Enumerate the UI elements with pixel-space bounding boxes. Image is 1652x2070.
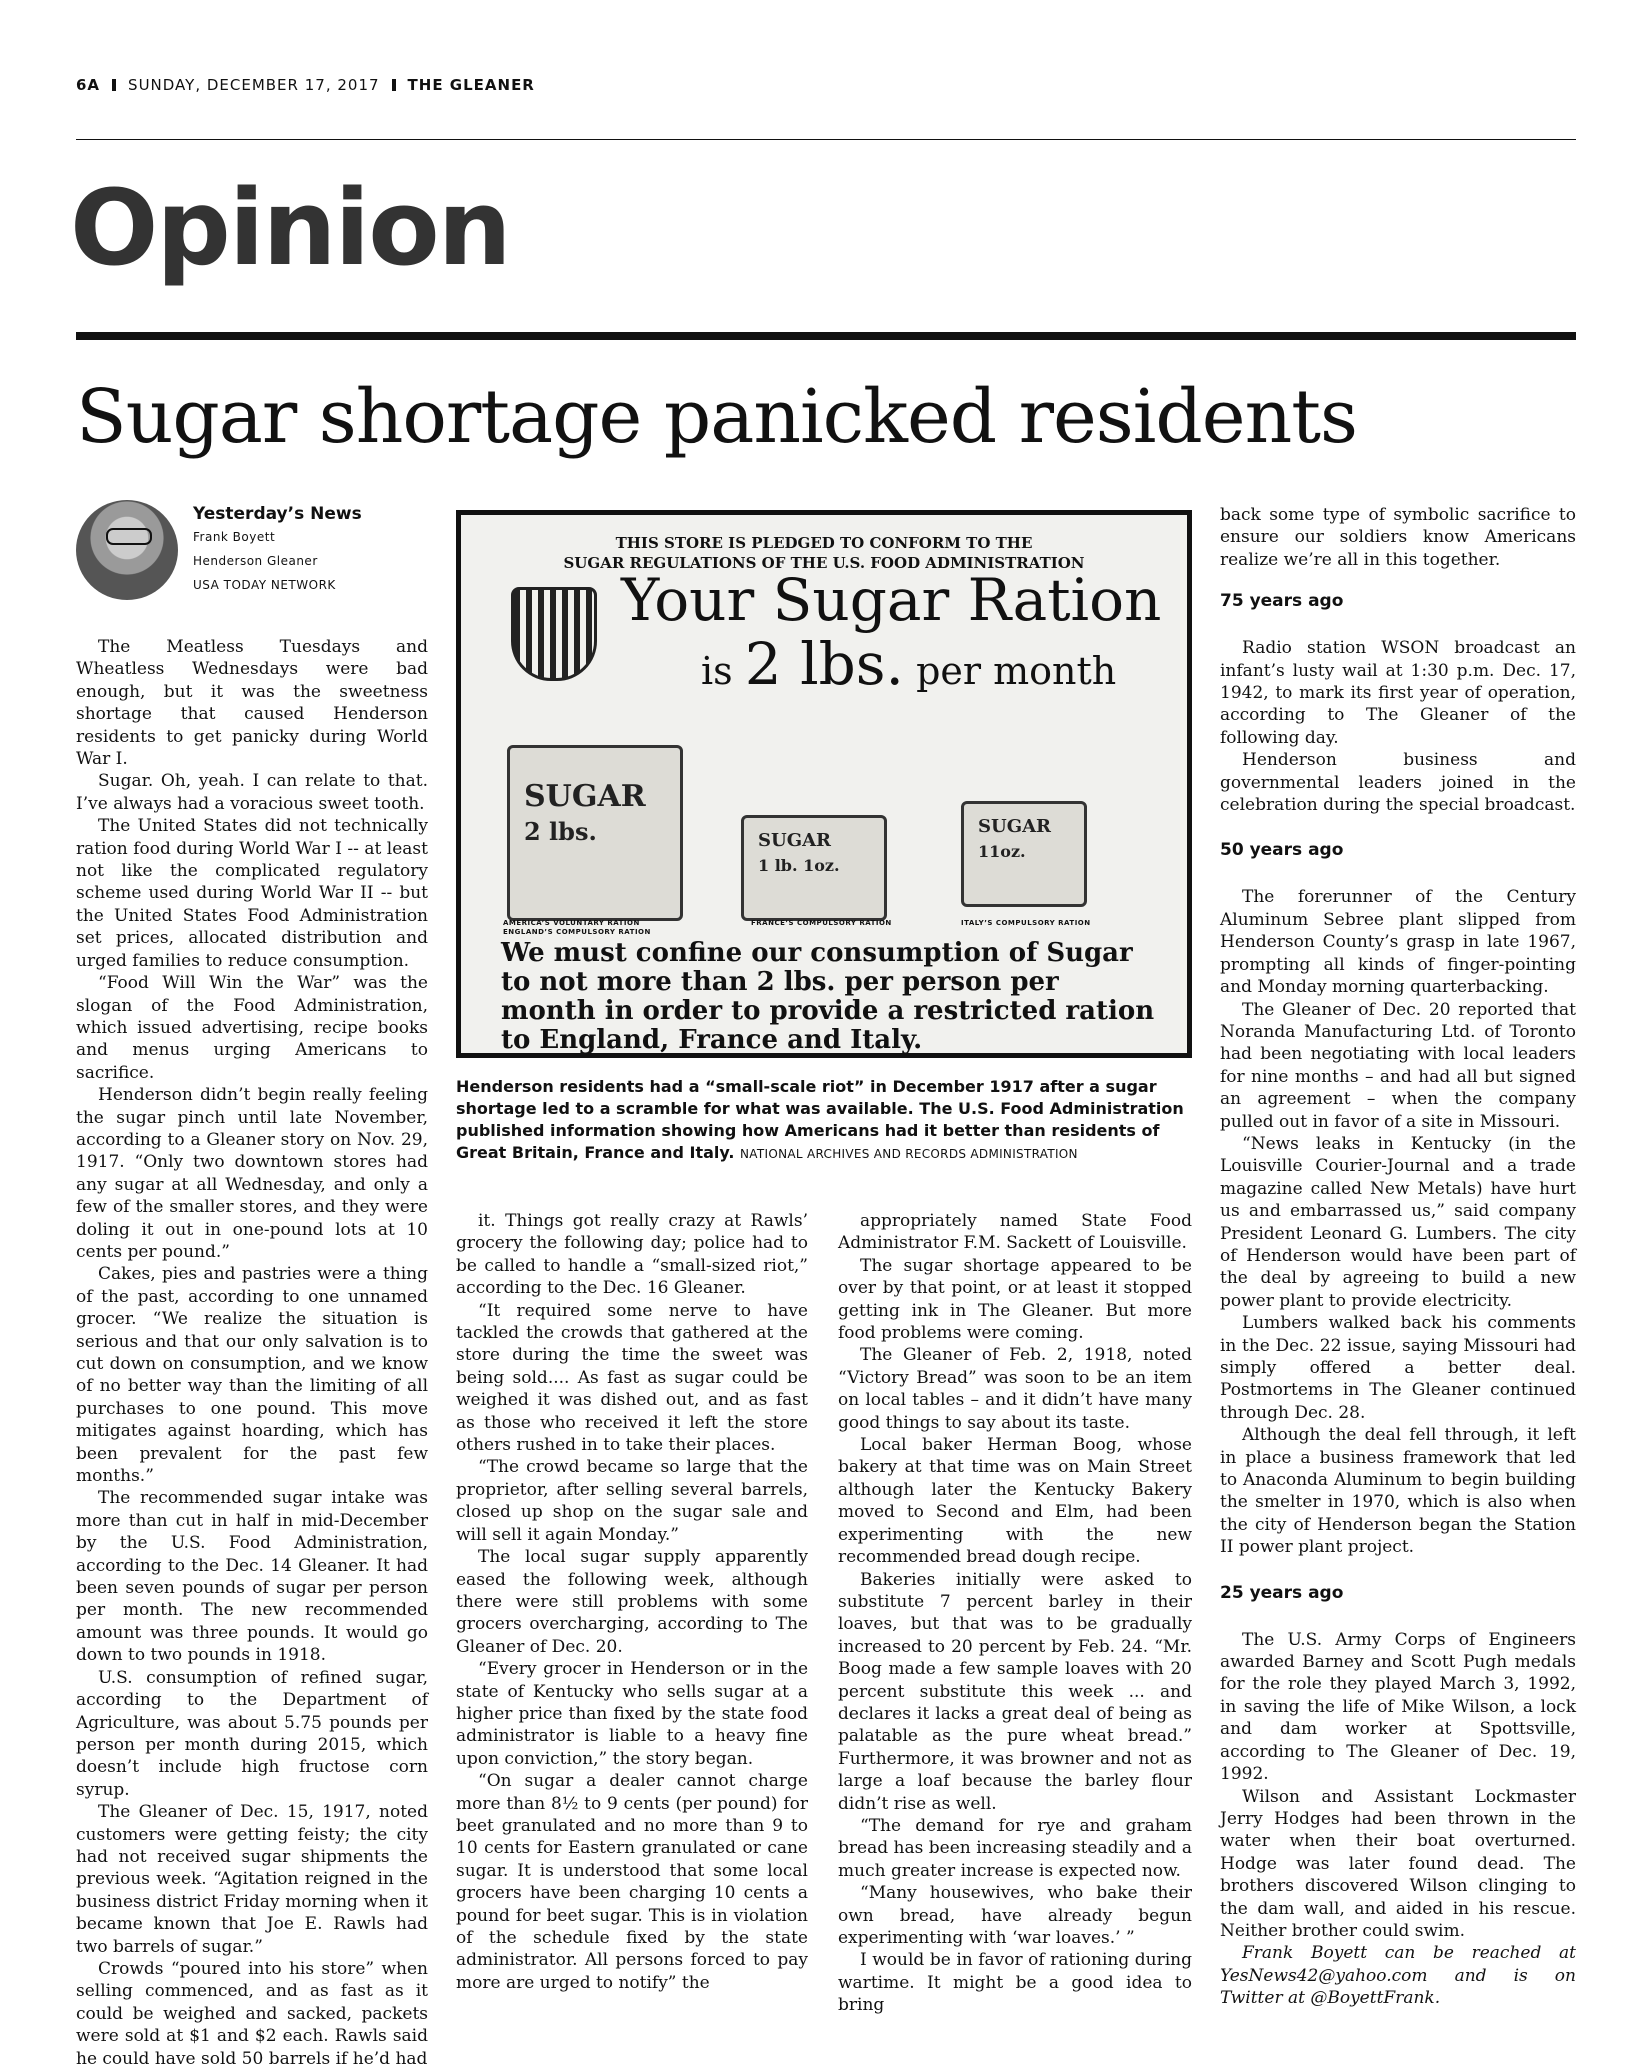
sugar-bag-france xyxy=(741,815,887,921)
author-org: Henderson Gleaner xyxy=(193,554,318,568)
article-paragraph: “News leaks in Kentucky (in the Louisville Courier-Journal and a trade magazine called New Metals) have hurt us and embarrassed us,” said company President Leonard G. Lumbers. The city of Henderson would have been part of the deal by agreeing to build a new power plant to provide electricity. xyxy=(1220,1133,1576,1311)
article-paragraph: U.S. consumption of refined sugar, according to the Department of Agriculture, was about 5.75 pounds per person per month during 2015, which doesn’t include high fructose corn syrup. xyxy=(76,1667,428,1800)
article-paragraph: The Gleaner of Feb. 2, 1918, noted “Victory Bread” was soon to be an item on local tables – and it didn’t have many good things to say about its taste. xyxy=(838,1345,1192,1433)
article-paragraph: it. Things got really crazy at Rawls’ grocery the following day; police had to be called to handle a “small-sized riot,” according to the Dec. 16 Gleaner. xyxy=(456,1211,808,1299)
article-paragraph: The Meatless Tuesdays and Wheatless Wednesdays were bad enough, but it was the sweetness shortage that caused Henderson residents to get panicky during World War I. xyxy=(76,637,428,770)
article-paragraph: “Many housewives, who bake their own bread, have already begun experimenting with ‘war loaves.’ ” xyxy=(838,1883,1192,1948)
article-paragraph: Henderson didn’t begin really feeling the sugar pinch until late November, according to a Gleaner story on Nov. 29, 1917. “Only two downtown stores had any sugar at all Wednesday, and only a few of the smaller stores, and they were doling it out in one-pound lots at 10 cents per pound.” xyxy=(76,1085,428,1262)
bag-amount: 11oz. xyxy=(978,842,1026,861)
signoff: Frank Boyett can be reached at YesNews42@yahoo.com and is on Twitter at @BoyettFrank. xyxy=(1220,1943,1576,2009)
article-paragraph: The recommended sugar intake was more than cut in half in mid-December by the U.S. Food Administration, according to the Dec. 14 Gleaner. It had been seven pounds of sugar per person per month. The new recommended amount was three pounds. It would go down to two pounds in 1918. xyxy=(76,1488,428,1666)
pledge-line-2: SUGAR REGULATIONS OF THE U.S. FOOD ADMINISTRATION xyxy=(563,554,1085,572)
bag-amount: 1 lb. 1oz. xyxy=(758,856,840,875)
issue-date: SUNDAY, DECEMBER 17, 2017 xyxy=(128,76,380,94)
bag-label: SUGAR xyxy=(758,830,831,851)
article-paragraph: The local sugar supply apparently eased the following week, although there were still problems with some grocers overcharging, according to The Gleaner of Dec. 20. xyxy=(456,1547,808,1657)
article-paragraph: Sugar. Oh, yeah. I can relate to that. I’ve always had a voracious sweet tooth. xyxy=(76,771,428,814)
subhead-50: 50 years ago xyxy=(1220,840,1344,861)
bag-amount: 2 lbs. xyxy=(524,817,597,846)
article-column-4 xyxy=(1220,504,1576,2010)
poster-subtitle xyxy=(701,630,1117,698)
ration-caption-america: AMERICA’S VOLUNTARY RATION ENGLAND’S COMPULSORY RATION xyxy=(503,919,651,936)
article-paragraph: The Gleaner of Dec. 20 reported that Noranda Manufacturing Ltd. of Toronto had been negotiating with local leaders for nine months – and had all but signed an agreement – when the company pulled out in favor of a site in Missouri. xyxy=(1220,999,1576,1132)
article-paragraph: appropriately named State Food Administrator F.M. Sackett of Louisville. xyxy=(838,1211,1192,1254)
column4-intro: back some type of symbolic sacrifice to ensure our soldiers know Americans realize we’re all in this together. xyxy=(1220,505,1576,570)
article-paragraph: The U.S. Army Corps of Engineers awarded Barney and Scott Pugh medals for the role they played March 3, 1992, in saving the life of Mike Wilson, a lock and dam worker at Spottsville, according to The Gleaner of Dec. 19, 1992. xyxy=(1220,1629,1576,1785)
article-paragraph: The forerunner of the Century Aluminum Sebree plant slipped from Henderson County’s grasp in late 1967, prompting all kinds of finger-pointing and Monday morning quarterbacking. xyxy=(1220,887,1576,998)
top-rule xyxy=(76,139,1576,140)
poster-title: Your Sugar Ration xyxy=(621,566,1162,634)
article-paragraph: Cakes, pies and pastries were a thing of the past, according to one unnamed grocer. “We realize the situation is serious and that our only salvation is to cut down on consumption, and we know of no better way than the limiting of all purchases to one pound. This move mitigates against hoarding, which has been prevalent for the past few months.” xyxy=(76,1264,428,1487)
article-paragraph: “On sugar a dealer cannot charge more than 8½ to 9 cents (per pound) for beet granulated and no more than 9 to 10 cents for Eastern granulated or cane sugar. It is understood that some local grocers have been charging 10 cents a pound for beet sugar. This is in violation of the schedule fixed by the state administrator. All persons forced to pay more are urged to notify” the xyxy=(456,1771,808,1993)
article-paragraph: Bakeries initially were asked to substitute 7 percent barley in their loaves, but that was to be gradually increased to 20 percent by Feb. 24. “Mr. Boog made a few sample loaves with 20 percent substitute this week ... and declares it lacks a great deal of being as palatable as the pure wheat bread.” Furthermore, it was browner and not as large a loaf because the barley flour didn’t rise as well. xyxy=(838,1569,1192,1814)
article-paragraph: Crowds “poured into his store” when selling commenced, and as fast as it could be weighed and sacked, packets were sold at $1 and $2 each. Rawls said he could have sold 50 barrels if he’d had xyxy=(76,1958,428,2069)
section-title: Opinion xyxy=(70,167,510,289)
sugar-ration-poster xyxy=(456,510,1192,1058)
sugar-bag-america xyxy=(507,745,683,921)
sugar-bag-italy xyxy=(961,801,1087,907)
article-paragraph: “It required some nerve to have tackled the crowds that gathered at the store during the time the sweet was being sold.... As fast as sugar could be weighed it was dished out, and as fast as those who received it left the store others rushed in to take their places. xyxy=(456,1300,808,1456)
article-paragraph: “Every grocer in Henderson or in the state of Kentucky who sells sugar at a higher price than fixed by the state food administrator is liable to a heavy fine upon conviction,” the story began. xyxy=(456,1659,808,1769)
page-number: 6A xyxy=(76,76,101,94)
pledge-line-1: THIS STORE IS PLEDGED TO CONFORM TO THE xyxy=(615,534,1033,552)
section-75 xyxy=(1220,637,1576,816)
author-network: USA TODAY NETWORK xyxy=(193,578,336,592)
section-50 xyxy=(1220,886,1576,1558)
article-paragraph: The Gleaner of Dec. 15, 1917, noted customers were getting feisty; the city had not received sugar shipments the previous week. “Agitation reigned in the business district Friday morning when it became known that Joe E. Rawls had two barrels of sugar.” xyxy=(76,1802,428,1957)
photo-credit: NATIONAL ARCHIVES AND RECORDS ADMINISTRATION xyxy=(740,1147,1078,1161)
article-paragraph: The sugar shortage appeared to be over by that point, or at least it stopped getting ink in The Gleaner. But more food problems were coming. xyxy=(838,1255,1192,1344)
separator xyxy=(112,79,116,91)
ration-caption-italy: ITALY’S COMPULSORY RATION xyxy=(961,919,1091,927)
article-column-2 xyxy=(456,1210,808,1994)
photo-caption xyxy=(456,1076,1192,1165)
headline: Sugar shortage panicked residents xyxy=(76,374,1357,460)
article-column-1 xyxy=(76,636,428,2070)
article-paragraph: I would be in favor of rationing during wartime. It might be a good idea to bring xyxy=(838,1950,1192,2016)
poster-message: We must confine our consumption of Sugar to not more than 2 lbs. per person per month in order to provide a restricted ration to England, France and Italy. xyxy=(501,938,1155,1055)
caption-text: Henderson residents had a “small-scale riot” in December 1917 after a sugar shortage led to a scramble for what was available. The U.S. Food Administration published information showing how Americans had it better than residents of Great Britain, France and Italy. xyxy=(456,1077,1184,1162)
article-paragraph: “Food Will Win the War” was the slogan of the Food Administration, which issued advertising, recipe books and menus urging Americans to sacrifice. xyxy=(76,973,428,1083)
article-paragraph: Lumbers walked back his comments in the Dec. 22 issue, saying Missouri had simply offered a better deal. Postmortems in The Gleaner continued through Dec. 28. xyxy=(1220,1313,1576,1423)
shield-icon xyxy=(511,587,597,681)
ration-caption-france: FRANCE’S COMPULSORY RATION xyxy=(751,919,892,927)
author-name: Frank Boyett xyxy=(193,530,276,544)
column-name: Yesterday’s News xyxy=(193,504,362,524)
paper-name: THE GLEANER xyxy=(407,76,535,94)
poster-sub-amount: 2 lbs. xyxy=(744,630,904,698)
bag-label: SUGAR xyxy=(978,816,1051,837)
article-paragraph: Henderson business and governmental leaders joined in the celebration during the special broadcast. xyxy=(1220,750,1576,816)
bag-label: SUGAR xyxy=(524,779,646,814)
folio xyxy=(76,76,535,94)
section-25 xyxy=(1220,1629,1576,1943)
article-paragraph: “The crowd became so large that the proprietor, after selling several barrels, closed up shop on the sugar sale and will sell it again Monday.” xyxy=(456,1457,808,1545)
article-paragraph: Radio station WSON broadcast an infant’s lusty wail at 1:30 p.m. Dec. 17, 1942, to mark its first year of operation, according to The Gleaner of the following day. xyxy=(1220,638,1576,748)
article-paragraph: Local baker Herman Boog, whose bakery at that time was on Main Street although later the Kentucky Bakery moved to Second and Elm, had been experimenting with the new recommended bread dough recipe. xyxy=(838,1435,1192,1568)
poster-sub-is: is xyxy=(701,649,733,693)
section-rule xyxy=(76,332,1576,340)
subhead-25: 25 years ago xyxy=(1220,1582,1344,1603)
article-column-3 xyxy=(838,1210,1192,2017)
separator xyxy=(392,79,396,91)
article-paragraph: Wilson and Assistant Lockmaster Jerry Hodges had been thrown in the water when their boat overturned. Hodge was later found dead. The brothers discovered Wilson clinging to the dam wall, and aided in his rescue. Neither brother could swim. xyxy=(1220,1786,1576,1941)
subhead-75: 75 years ago xyxy=(1220,591,1344,612)
article-paragraph: The United States did not technically ration food during World War I -- at least not like the complicated regulatory scheme used during World War II -- but the United States Food Administration set prices, allocated distribution and urged families to reduce consumption. xyxy=(76,816,428,971)
article-paragraph: Although the deal fell through, it left in place a business framework that led to Anaconda Aluminum to begin building the smelter in 1970, which is also when the city of Henderson began the Station II power plant project. xyxy=(1220,1425,1576,1558)
article-paragraph: “The demand for rye and graham bread has been increasing steadily and a much greater increase is expected now. xyxy=(838,1815,1192,1881)
byline xyxy=(76,500,396,605)
poster-sub-period: per month xyxy=(916,649,1117,693)
author-photo xyxy=(76,500,178,600)
